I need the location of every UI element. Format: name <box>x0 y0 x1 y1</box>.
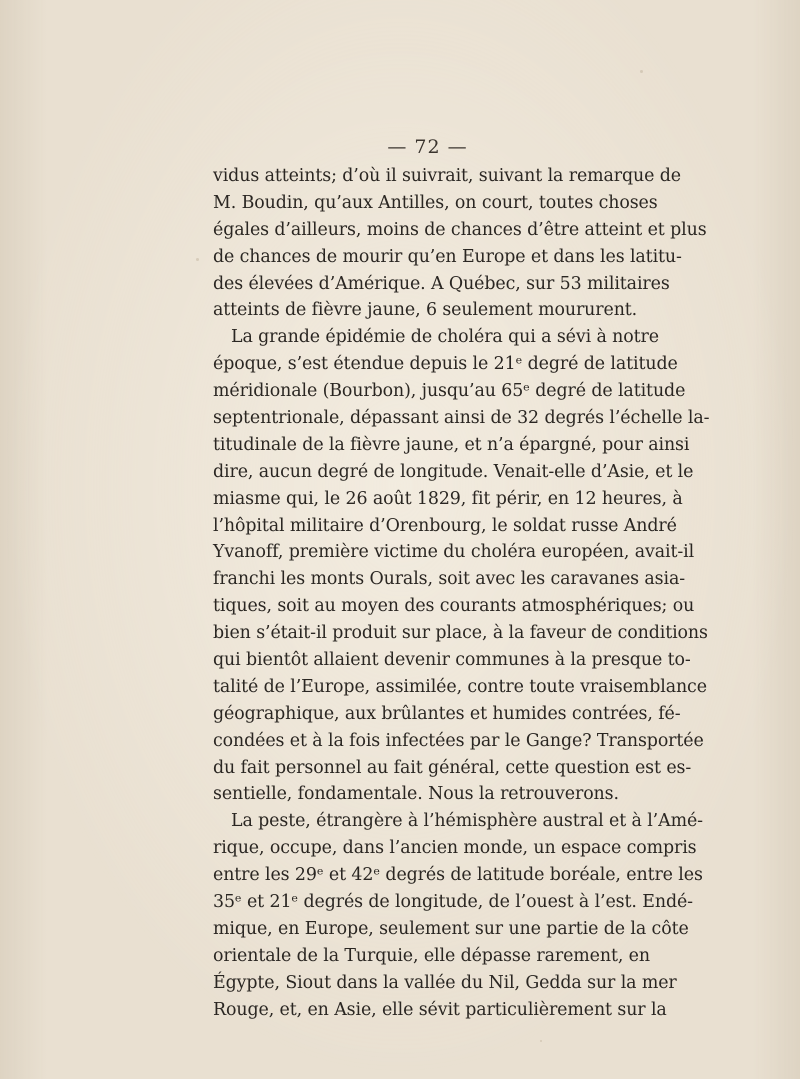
page-number: — 72 — <box>387 136 468 158</box>
text-line: miasme qui, le 26 août 1829, fit périr, en 12 heures, à <box>213 488 683 509</box>
text-line: M. Boudin, qu’aux Antilles, on court, toutes choses <box>213 192 658 213</box>
text-line: géographique, aux brûlantes et humides contrées, fé- <box>213 703 681 724</box>
text-line: talité de l’Europe, assimilée, contre toute vraisemblance <box>213 676 707 697</box>
text-line: entre les 29ᵉ et 42ᵉ degrés de latitude boréale, entre les <box>213 865 703 886</box>
text-line: Yvanoff, première victime du choléra européen, avait-il <box>213 542 695 563</box>
text-line: égales d’ailleurs, moins de chances d’être atteint et plus <box>213 219 707 240</box>
text-line: du fait personnel au fait général, cette question est es- <box>213 757 692 778</box>
text-line: époque, s’est étendue depuis le 21ᵉ degré de latitude <box>213 354 678 375</box>
text-line: des élevées d’Amérique. A Québec, sur 53 militaires <box>213 273 670 294</box>
body-text <box>213 163 710 1024</box>
text-line: vidus atteints; d’où il suivrait, suivant la remarque de <box>213 166 681 186</box>
text-line: orientale de la Turquie, elle dépasse rarement, en <box>213 945 650 966</box>
text-line: 35ᵉ et 21ᵉ degrés de longitude, de l’ouest à l’est. Endé- <box>213 892 693 913</box>
text-line: sentielle, fondamentale. Nous la retrouverons. <box>213 784 619 805</box>
text-line: franchi les monts Ourals, soit avec les caravanes asia- <box>213 569 685 590</box>
text-line: Égypte, Siout dans la vallée du Nil, Gedda sur la mer <box>213 972 677 993</box>
paper-spot <box>640 70 643 73</box>
paper-spot <box>540 1040 542 1042</box>
text-line: de chances de mourir qu’en Europe et dans les latitu- <box>213 246 682 267</box>
text-line: La peste, étrangère à l’hémisphère austral et à l’Amé- <box>231 811 703 832</box>
text-line: tiques, soit au moyen des courants atmosphériques; ou <box>213 596 695 617</box>
text-line: mique, en Europe, seulement sur une partie de la côte <box>213 918 689 939</box>
text-line: rique, occupe, dans l’ancien monde, un espace compris <box>213 838 697 859</box>
text-line: l’hôpital militaire d’Orenbourg, le soldat russe André <box>213 515 677 536</box>
text-line: dire, aucun degré de longitude. Venait-elle d’Asie, et le <box>213 461 694 482</box>
text-line: La grande épidémie de choléra qui a sévi à notre <box>231 327 659 348</box>
text-line: qui bientôt allaient devenir communes à la presque to- <box>213 650 691 671</box>
paper-spot <box>196 258 199 261</box>
text-line: septentrionale, dépassant ainsi de 32 degrés l’échelle la- <box>213 408 710 429</box>
text-line: condées et à la fois infectées par le Gange? Transportée <box>213 730 704 751</box>
text-line: bien s’était-il produit sur place, à la faveur de conditions <box>213 623 708 644</box>
text-line: titudinale de la fièvre jaune, et n’a épargné, pour ainsi <box>213 434 690 455</box>
text-line: méridionale (Bourbon), jusqu’au 65ᵉ degré de latitude <box>213 381 686 402</box>
text-line: Rouge, et, en Asie, elle sévit particulièrement sur la <box>213 999 667 1020</box>
text-line: atteints de fièvre jaune, 6 seulement moururent. <box>213 300 638 321</box>
